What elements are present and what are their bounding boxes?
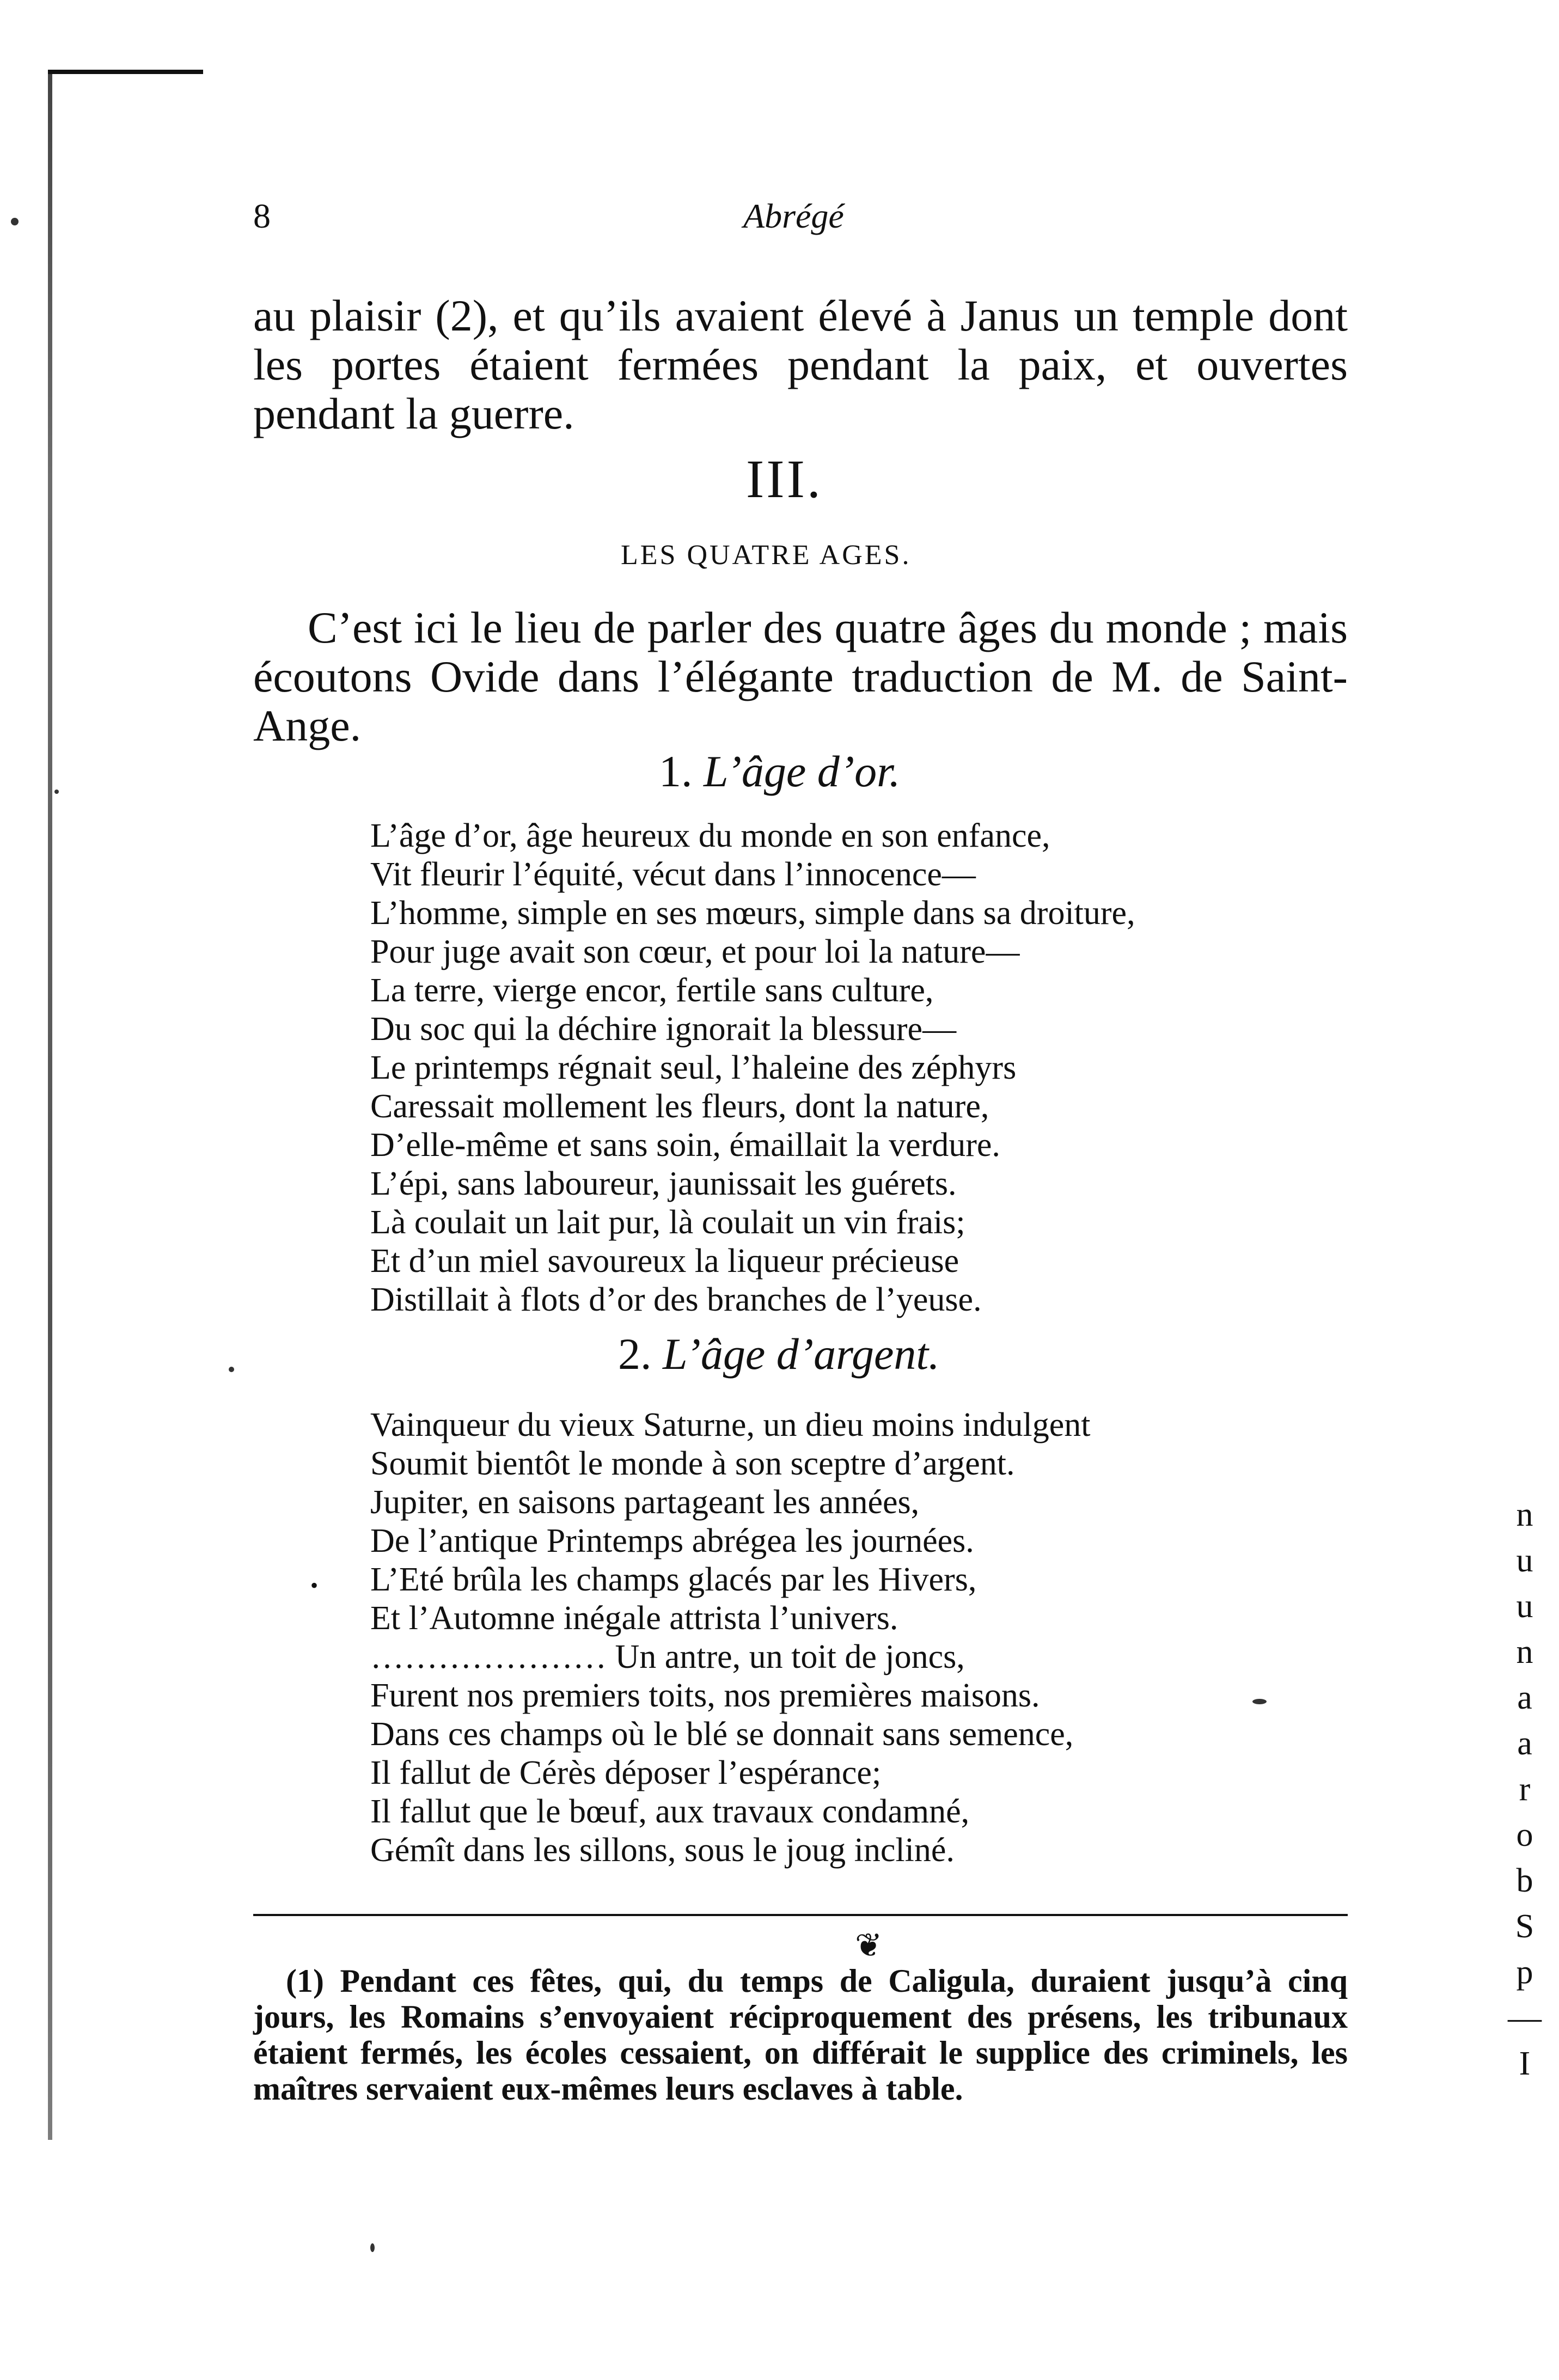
subsection-number: 1. xyxy=(659,747,693,796)
verse-line: L’âge d’or, âge heureux du monde en son enfance, xyxy=(370,817,1050,854)
adjacent-page-fragments xyxy=(1503,1492,1546,2087)
verse-line: ………………… Un antre, un toit de joncs, xyxy=(370,1638,965,1675)
page-header xyxy=(253,196,1342,240)
verse-line: Il fallut que le bœuf, aux travaux condamné, xyxy=(370,1793,970,1830)
margin-letter: o xyxy=(1516,1816,1533,1853)
verse-line: Furent nos premiers toits, nos premières maisons. xyxy=(370,1677,1040,1714)
section-number: III. xyxy=(746,449,823,509)
verse-line: Jupiter, en saisons partageant les années, xyxy=(370,1484,920,1521)
verse-line: Soumit bientôt le monde à son sceptre d’argent. xyxy=(370,1445,1015,1482)
margin-letter: r xyxy=(1519,1771,1531,1808)
verse-line: Pour juge avait son cœur, et pour loi la nature— xyxy=(370,933,1020,970)
footnote: (1) Pendant ces fêtes, qui, du temps de Caligula, duraient jusqu’à cinq jours, les Romains s’envoyaient réciproquement des présens, les tribunaux étaient fermés, les écoles cessaient, on différait le supplice des criminels, les maîtres servaient eux-mêmes leurs esclaves à table. xyxy=(253,1963,1348,2107)
verse-line: Il fallut de Cérès déposer l’espérance; xyxy=(370,1754,882,1791)
verse-line: L’homme, simple en ses mœurs, simple dans sa droiture, xyxy=(370,895,1135,932)
verse-line: La terre, vierge encor, fertile sans culture, xyxy=(370,972,934,1009)
margin-letter: a xyxy=(1517,1725,1532,1762)
margin-letter: a xyxy=(1517,1679,1532,1716)
verse-line: Le printemps régnait seul, l’haleine des zéphyrs xyxy=(370,1049,1017,1086)
verse-line: Vainqueur du vieux Saturne, un dieu moins indulgent xyxy=(370,1406,1091,1443)
verse-line: Gémît dans les sillons, sous le joug incliné. xyxy=(370,1832,955,1869)
verse-line: Et d’un miel savoureux la liqueur précieuse xyxy=(370,1243,959,1280)
margin-letter: n xyxy=(1516,1633,1533,1671)
margin-letter: I xyxy=(1519,2045,1531,2082)
margin-letter: b xyxy=(1516,1862,1533,1899)
ink-speck xyxy=(11,218,19,225)
verse-block-2 xyxy=(370,1406,1090,1870)
running-title: Abrégé xyxy=(743,197,844,235)
ink-speck xyxy=(370,2243,375,2252)
binding-shadow xyxy=(48,71,52,2140)
ink-speck xyxy=(1252,1699,1267,1704)
scan-edge-mark xyxy=(48,70,203,74)
verse-line: Là coulait un lait pur, là coulait un vin frais; xyxy=(370,1204,965,1241)
ink-speck xyxy=(229,1367,234,1372)
ink-speck xyxy=(54,790,59,794)
page-number: 8 xyxy=(253,197,271,235)
subsection-title: L’âge d’argent. xyxy=(663,1329,940,1379)
margin-letter: u xyxy=(1516,1542,1533,1579)
footnote-divider xyxy=(253,1914,1348,1916)
verse-line: D’elle-même et sans soin, émaillait la verdure. xyxy=(370,1127,1000,1164)
verse-line: Caressait mollement les fleurs, dont la nature, xyxy=(370,1088,989,1125)
margin-letter: u xyxy=(1516,1588,1533,1625)
subsection-title: L’âge d’or. xyxy=(704,747,901,796)
bullet-mark: • xyxy=(310,1573,319,1598)
subsection-heading-2 xyxy=(618,1329,940,1380)
section-paragraph: C’est ici le lieu de parler des quatre âges du monde ; mais écoutons Ovide dans l’élégante traduction de M. de Saint-Ange. xyxy=(253,603,1348,750)
intro-paragraph: au plaisir (2), et qu’ils avaient élevé à Janus un temple dont les portes étaient fermées pendant la paix, et ouvertes pendant la guerre. xyxy=(253,291,1348,438)
verse-line: Et l’Automne inégale attrista l’univers. xyxy=(370,1600,898,1637)
verse-line: L’Eté brûla les champs glacés par les Hivers, xyxy=(370,1561,977,1598)
margin-letter: n xyxy=(1516,1496,1533,1533)
verse-line: L’épi, sans laboureur, jaunissait les guérets. xyxy=(370,1165,957,1202)
verse-line: Distillait à flots d’or des branches de l’yeuse. xyxy=(370,1281,982,1318)
section-title: LES QUATRE AGES. xyxy=(621,540,912,571)
margin-letter: — xyxy=(1508,1999,1542,2036)
margin-letter: p xyxy=(1516,1954,1533,1991)
margin-letter: S xyxy=(1515,1908,1534,1945)
verse-line: Dans ces champs où le blé se donnait sans semence, xyxy=(370,1716,1074,1753)
subsection-heading-1 xyxy=(659,746,900,797)
verse-line: De l’antique Printemps abrégea les journées. xyxy=(370,1522,974,1559)
verse-line: Du soc qui la déchire ignorait la blessure— xyxy=(370,1011,957,1048)
verse-block-1 xyxy=(370,817,1135,1319)
verse-line: Vit fleurir l’équité, vécut dans l’innocence— xyxy=(370,856,976,893)
subsection-number: 2. xyxy=(618,1329,652,1379)
printer-ornament-icon: ❦ xyxy=(855,1928,883,1963)
